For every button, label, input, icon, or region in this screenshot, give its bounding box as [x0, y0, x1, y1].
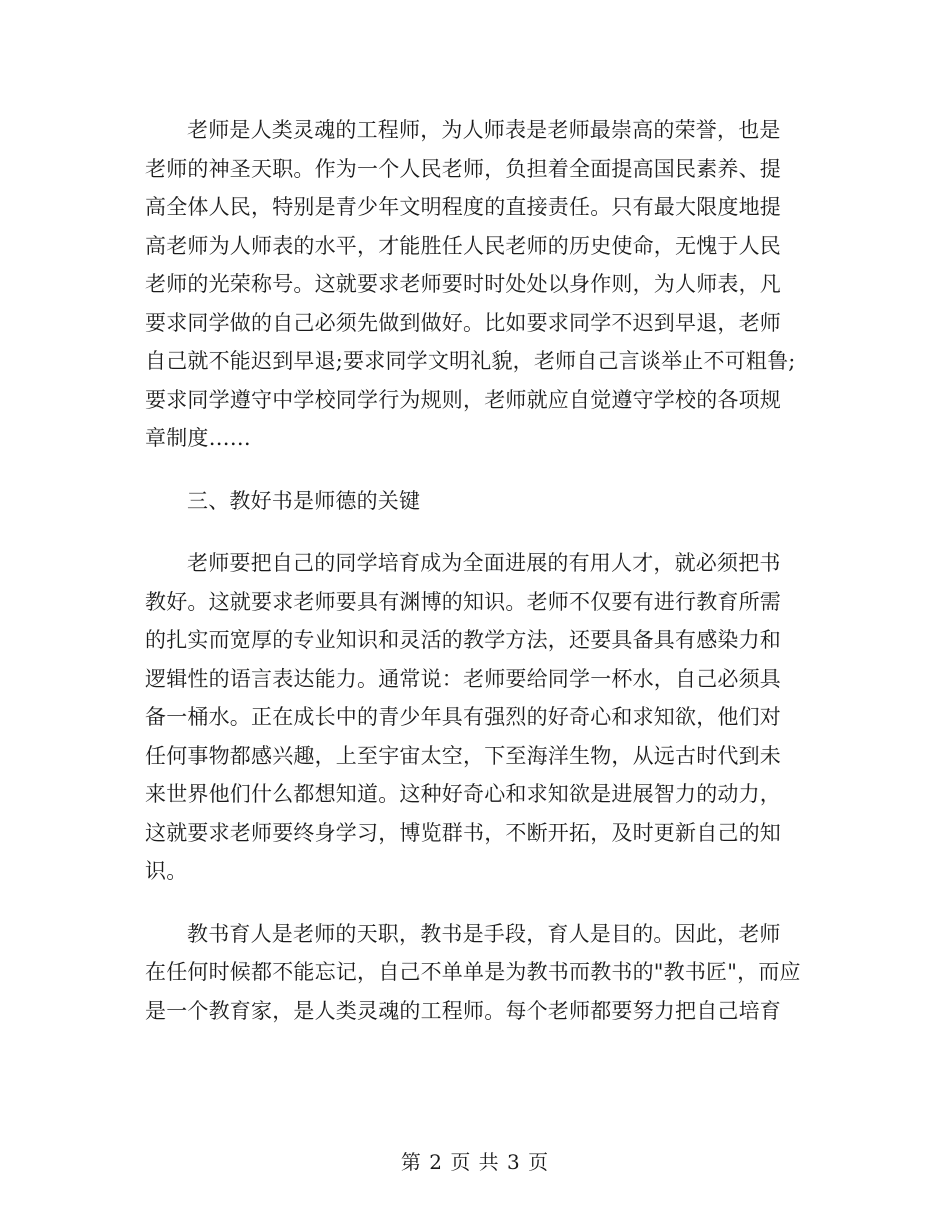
paragraph-teaching-purpose: [145, 915, 810, 1031]
text-line: 这就要求老师要终身学习，博览群书，不断开拓，及时更新自己的知: [145, 820, 781, 845]
paragraph-teacher-role: [145, 111, 810, 458]
text-line: 老师的神圣天职。作为一个人民老师，负担着全面提高国民素养、提: [145, 156, 781, 181]
text-line: 任何事物都感兴趣，上至宇宙太空，下至海洋生物，从远古时代到未: [145, 743, 781, 768]
text-line: 高老师为人师表的水平，才能胜任人民老师的历史使命，无愧于人民: [145, 233, 781, 258]
text-line: 老师的光荣称号。这就要求老师要时时处处以身作则，为人师表，凡: [145, 272, 781, 296]
text-line: 要求同学做的自己必须先做到做好。比如要求同学不迟到早退，老师: [145, 310, 781, 335]
text-line: 教书育人是老师的天职，教书是手段，育人是目的。因此，老师: [187, 921, 781, 946]
text-line: 的扎实而宽厚的专业知识和灵活的教学方法，还要具备具有感染力和: [145, 628, 781, 652]
text-line: 高全体人民，特别是青少年文明程度的直接责任。只有最大限度地提: [145, 195, 781, 219]
text-line: 在任何时候都不能忘记，自己不单单是为教书而教书的"教书匠"，而应: [145, 960, 801, 984]
text-line: 教好。这就要求老师要具有渊博的知识。老师不仅要有进行教育所需: [145, 589, 781, 614]
text-line: 识。: [145, 859, 188, 883]
text-line: 逻辑性的语言表达能力。通常说：老师要给同学一杯水，自己必须具: [145, 666, 781, 691]
page-footer: 第 2 页 共 3 页: [400, 1150, 550, 1174]
text-line: 是一个教育家，是人类灵魂的工程师。每个老师都要努力把自己培育: [145, 998, 781, 1023]
section-heading-text: 三、教好书是师德的关键: [187, 488, 421, 513]
section-heading: [145, 482, 810, 521]
text-line: 要求同学遵守中学校同学行为规则，老师就应自觉遵守学校的各项规: [145, 387, 781, 412]
paragraph-knowledge: [145, 544, 810, 891]
text-line: 来世界他们什么都想知道。这种好奇心和求知欲是进展智力的动力，: [145, 782, 781, 806]
text-line: 自己就不能迟到早退;要求同学文明礼貌，老师自己言谈举止不可粗鲁;: [145, 349, 796, 373]
document-body: [145, 111, 810, 1054]
text-line: 章制度……: [145, 426, 251, 450]
text-line: 备一桶水。正在成长中的青少年具有强烈的好奇心和求知欲，他们对: [145, 705, 781, 729]
text-line: 老师要把自己的同学培育成为全面进展的有用人才，就必须把书: [187, 551, 781, 575]
text-line: 老师是人类灵魂的工程师，为人师表是老师最崇高的荣誉，也是: [187, 118, 781, 142]
